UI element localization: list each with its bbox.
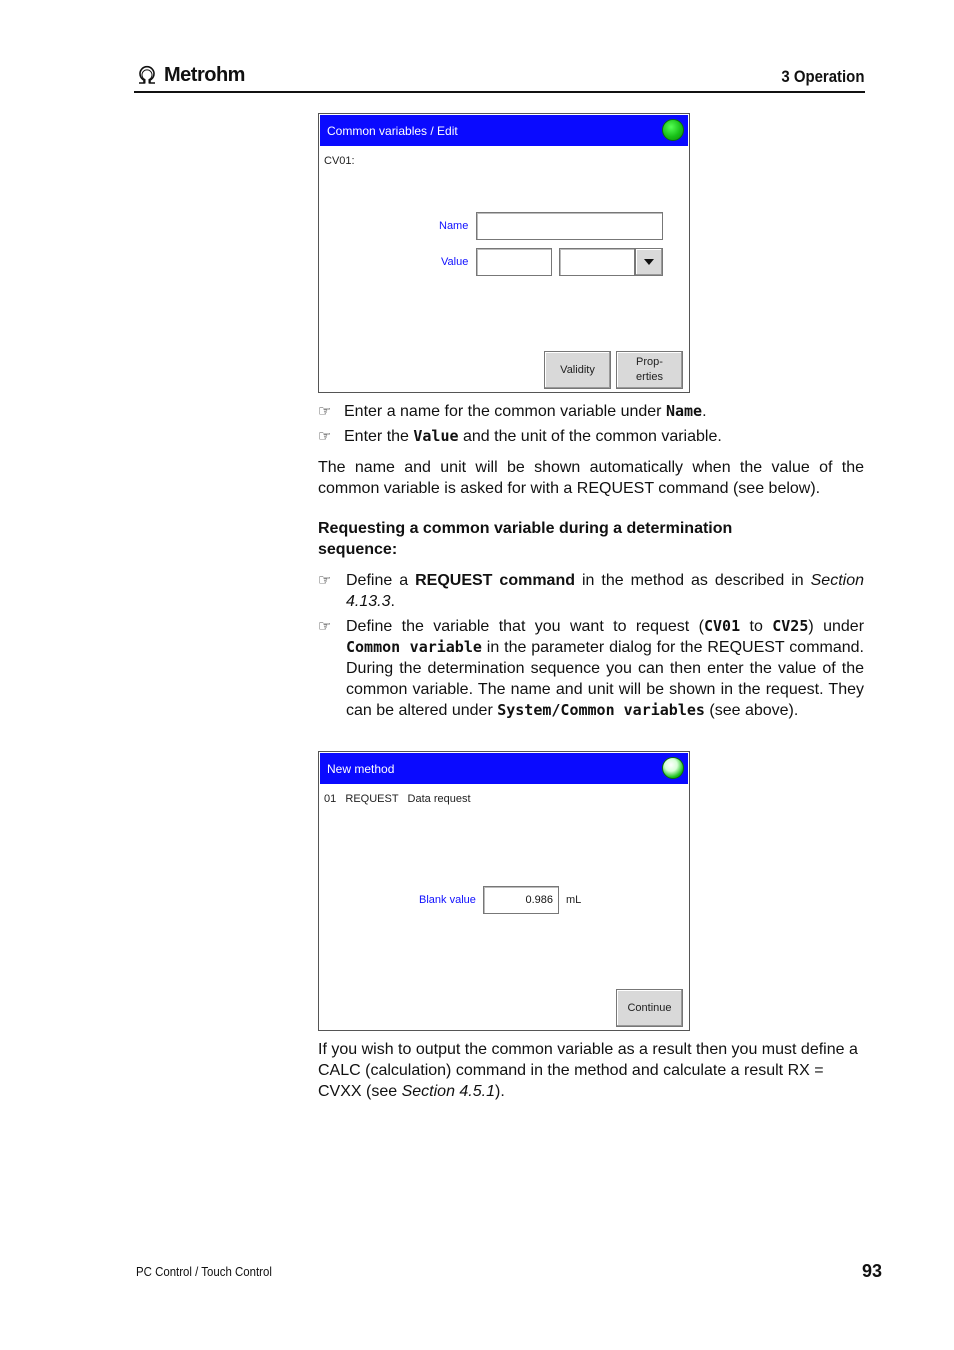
name-field[interactable] (476, 212, 663, 240)
page-number: 93 (862, 1261, 883, 1281)
status-led-icon (662, 757, 684, 779)
validity-button[interactable] (544, 351, 611, 389)
screen-new-method (318, 751, 690, 1031)
omega-logo-icon (136, 64, 158, 86)
status-led-icon (662, 119, 684, 141)
instruction-text: Define a (346, 572, 416, 589)
unit-select[interactable] (559, 248, 635, 276)
instruction-text: Enter the (344, 428, 414, 445)
instruction-text: Define the variable that you want to request ( (346, 618, 704, 635)
chevron-down-icon (644, 259, 654, 265)
properties-button-label-1: Prop- (636, 356, 663, 368)
screen-titlebar (320, 753, 688, 784)
value-field[interactable] (476, 248, 552, 276)
record-label: CV01: (324, 155, 355, 167)
screen-titlebar (320, 115, 688, 146)
unit-dropdown-button[interactable] (635, 248, 663, 276)
blank-value-field[interactable] (483, 886, 559, 914)
pointing-hand-icon: ☞ (318, 618, 332, 635)
pointing-hand-icon: ☞ (318, 572, 332, 589)
screen-common-variables-edit (318, 113, 690, 393)
validity-button-label: Validity (560, 363, 595, 376)
properties-button-label-2: erties (636, 371, 663, 383)
pointing-hand-icon: ☞ (318, 403, 332, 420)
instruction-item (318, 570, 864, 612)
unit-label: mL (566, 894, 582, 906)
brand-name: Metrohm (164, 63, 245, 86)
instruction-text: in the method as described in (575, 572, 811, 589)
name-label: Name (439, 220, 469, 232)
instruction-text: Enter a name for the common variable under (344, 403, 666, 420)
instruction-text: in the parameter dialog for the REQUEST command. During the determination sequence you can then enter the value of the common variable. The name and unit will be shown in the request. They can be altered under (346, 639, 864, 719)
screen-title: Common variables / Edit (327, 123, 458, 138)
chapter-title: 3 Operation (780, 67, 864, 86)
pointing-hand-icon: ☞ (318, 428, 332, 445)
blank-value-label: Blank value (419, 894, 476, 906)
header-divider (134, 91, 865, 93)
paragraph-text: If you wish to output the common variable as a result then you must define a CALC (calculation) command in the method and calculate a result RX = CVXX (see (318, 1041, 858, 1100)
instruction-text: . (702, 403, 707, 420)
command-name: REQUEST command (415, 572, 575, 589)
paragraph (318, 1039, 864, 1102)
instruction-item (318, 616, 864, 721)
parameter-name: Name (665, 402, 703, 420)
parameter-name: System/Common variables (497, 701, 705, 719)
method-line: 01 REQUEST Data request (324, 793, 471, 805)
brand-logo (136, 62, 245, 88)
instruction-text: . (390, 593, 395, 610)
instruction-item (318, 426, 864, 447)
blank-value: 0.986 (525, 894, 553, 906)
instruction-text: to (740, 618, 773, 635)
paragraph-text: ). (495, 1083, 505, 1100)
value-label: Value (441, 256, 469, 268)
section-reference: Section 4.5.1 (401, 1083, 495, 1100)
continue-button-label: Continue (627, 1001, 672, 1014)
instruction-text: ) under (808, 618, 865, 635)
instruction-text: and the unit of the common variable. (458, 428, 722, 445)
footer-product: PC Control / Touch Control (136, 1264, 272, 1279)
paragraph: The name and unit will be shown automatically when the value of the common variable is asked for with a REQUEST command (see below). (318, 459, 864, 497)
screen-title: New method (327, 761, 395, 776)
instruction-item (318, 401, 864, 422)
parameter-name: Common variable (346, 638, 482, 656)
instruction-text: (see above). (704, 702, 799, 719)
parameter-name: CV25 (772, 617, 809, 635)
parameter-name: CV01 (703, 617, 741, 635)
section-subheading: Requesting a common variable during a determination sequence: (318, 520, 733, 558)
parameter-name: Value (413, 427, 459, 445)
properties-button[interactable] (616, 351, 683, 389)
section-reference: Section 4.13.3 (346, 572, 864, 610)
continue-button[interactable] (616, 989, 683, 1027)
